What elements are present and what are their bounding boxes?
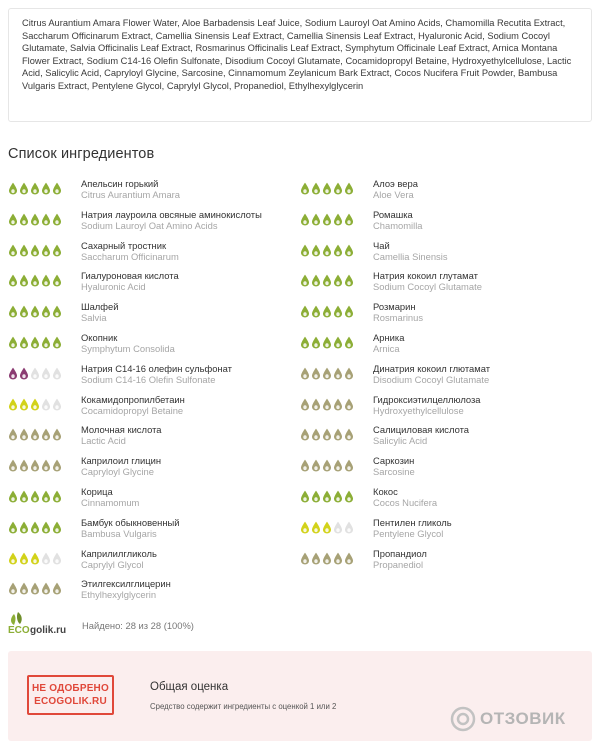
- ingredient-name-ru[interactable]: Салициловая кислота: [373, 424, 469, 436]
- ingredient-names: [81, 332, 175, 354]
- drop-filled-icon: [311, 459, 321, 472]
- ingredient-name-latin: Rosmarinus: [373, 312, 424, 324]
- ingredient-item[interactable]: [300, 332, 585, 360]
- ingredient-names: [373, 240, 448, 262]
- ingredient-item[interactable]: [300, 455, 585, 483]
- found-count: Найдено: 28 из 28 (100%): [82, 620, 194, 631]
- ingredient-name-latin: Sarcosine: [373, 466, 415, 478]
- drop-filled-icon: [322, 213, 332, 226]
- drop-filled-icon: [344, 459, 354, 472]
- watermark-text: ОТЗОВИК: [480, 709, 566, 728]
- drop-filled-icon: [300, 459, 310, 472]
- drop-filled-icon: [19, 213, 29, 226]
- ingredient-name-ru[interactable]: Арника: [373, 332, 405, 343]
- drop-filled-icon: [333, 336, 343, 349]
- ingredient-names: [373, 270, 482, 292]
- drop-filled-icon: [41, 459, 51, 472]
- drop-filled-icon: [30, 274, 40, 287]
- drop-filled-icon: [322, 552, 332, 565]
- drop-filled-icon: [344, 213, 354, 226]
- ingredient-item[interactable]: [300, 363, 585, 391]
- drop-filled-icon: [8, 428, 18, 441]
- ingredient-name-ru[interactable]: Кокос: [373, 486, 398, 497]
- drop-filled-icon: [300, 521, 310, 534]
- drop-filled-icon: [322, 459, 332, 472]
- ingredient-names: [373, 455, 415, 477]
- found-row: [8, 611, 308, 637]
- section-title: Список ингредиентов: [8, 146, 155, 162]
- ingredient-name-latin: Ethylhexylglycerin: [81, 589, 157, 601]
- ingredient-name-ru[interactable]: Ромашка: [373, 208, 413, 220]
- drop-filled-icon: [322, 521, 332, 534]
- ingredient-names: [373, 548, 427, 570]
- ingredient-item[interactable]: [8, 301, 293, 329]
- ingredient-name-ru[interactable]: Этилгексилглицерин: [81, 578, 171, 590]
- ingredient-name-ru[interactable]: Апельсин горький: [81, 178, 159, 189]
- ingredient-name-ru[interactable]: Гидроксиэтилцеллюлоза: [373, 393, 481, 405]
- drop-filled-icon: [322, 367, 332, 380]
- ingredient-name-ru[interactable]: Корица: [81, 486, 113, 497]
- drop-filled-icon: [52, 490, 62, 503]
- ingredient-names: [81, 270, 179, 292]
- ingredient-item[interactable]: [300, 394, 585, 422]
- drop-filled-icon: [333, 490, 343, 503]
- safety-rating: [300, 305, 354, 318]
- ingredient-names: [81, 301, 118, 323]
- drop-filled-icon: [19, 521, 29, 534]
- drop-filled-icon: [311, 336, 321, 349]
- drop-filled-icon: [30, 244, 40, 257]
- drop-filled-icon: [322, 244, 332, 257]
- safety-rating: [8, 428, 62, 441]
- drop-filled-icon: [311, 367, 321, 380]
- ingredient-name-latin: Hydroxyethylcellulose: [373, 404, 464, 416]
- drop-filled-icon: [300, 398, 310, 411]
- ingredient-name-latin: Cinnamomum: [81, 497, 140, 508]
- ingredient-name-latin: Salicylic Acid: [373, 435, 428, 447]
- drop-filled-icon: [52, 459, 62, 472]
- safety-rating: [300, 367, 354, 380]
- ingredient-names: [81, 240, 179, 262]
- ingredient-names: [373, 209, 423, 231]
- safety-rating: [300, 521, 354, 534]
- drop-filled-icon: [344, 274, 354, 287]
- drop-filled-icon: [311, 521, 321, 534]
- drop-filled-icon: [52, 244, 62, 257]
- ingredient-name-ru[interactable]: Алоэ вера: [373, 178, 418, 189]
- ingredient-names: [81, 424, 161, 446]
- ingredient-names: [373, 301, 423, 323]
- ingredient-item[interactable]: [8, 332, 293, 360]
- ingredient-name-ru[interactable]: Каприлоил глицин: [81, 455, 162, 467]
- drop-empty-icon: [333, 521, 343, 534]
- composition-text: Citrus Aurantium Amara Flower Water, Aloe Barbadensis Leaf Juice, Sodium Lauroyl Oat Amino Acids, Chamomilla Recutita Extract, Saccharum Officinarum Extract, Camellia Sinensis Leaf Extract, Camellia Sinensis Leaf Extract, Hyaluronic Acid, Sodium Cocoyl Glutamate, Salvia Officinalis Leaf Extract, Rosmarinus Officinalis Leaf Extract, Symphytum Officinale Leaf Extract, Arnica Montana Flower Extract, Sodium C14-16 Olefin Sulfonate, Disodium Cocoyl Glutamate, Cocamidopropyl Betaine, Hydroxyethylcellulose, Lactic Acid, Salicylic Acid, Capryloyl Glycine, Sarcosine, Cinnamomum Zeylanicum Bark Extract, Cocos Nucifera Fruit Powder, Bambusa Vulgaris Extract, Pentylene Glycol, Caprylyl Glycol, Propanediol, Ethylhexylglycerin: [22, 18, 572, 91]
- ingredient-names: [373, 332, 404, 354]
- ingredient-names: [81, 548, 157, 570]
- score-title: Общая оценка: [150, 681, 229, 693]
- drop-empty-icon: [52, 552, 62, 565]
- safety-rating: [8, 552, 62, 565]
- drop-filled-icon: [300, 552, 310, 565]
- drop-filled-icon: [344, 367, 354, 380]
- ingredient-name-ru[interactable]: Молочная кислота: [81, 424, 162, 436]
- ingredient-name-latin: Citrus Aurantium Amara: [81, 189, 180, 200]
- ingredient-name-latin: Capryloyl Glycine: [81, 466, 154, 478]
- ingredient-name-ru[interactable]: Сахарный тростник: [81, 239, 167, 251]
- ingredient-name-ru[interactable]: Окопник: [81, 332, 118, 343]
- ingredient-item[interactable]: [300, 209, 585, 237]
- ingredient-item[interactable]: [300, 178, 585, 206]
- ingredient-names: [81, 209, 262, 231]
- drop-filled-icon: [333, 398, 343, 411]
- drop-filled-icon: [19, 398, 29, 411]
- ingredient-names: [81, 178, 180, 200]
- ingredient-item[interactable]: [300, 424, 585, 452]
- drop-filled-icon: [30, 182, 40, 195]
- drop-filled-icon: [300, 213, 310, 226]
- drop-empty-icon: [30, 367, 40, 380]
- ingredient-name-latin: Chamomilla: [373, 219, 423, 231]
- ingredient-name-ru[interactable]: Каприлилгликоль: [81, 547, 157, 559]
- ingredient-name-latin: Cocamidopropyl Betaine: [81, 404, 184, 416]
- drop-filled-icon: [41, 213, 51, 226]
- safety-rating: [300, 336, 354, 349]
- drop-filled-icon: [300, 274, 310, 287]
- drop-filled-icon: [333, 428, 343, 441]
- safety-rating: [300, 490, 354, 503]
- drop-filled-icon: [41, 521, 51, 534]
- drop-filled-icon: [8, 582, 18, 595]
- safety-rating: [300, 552, 354, 565]
- ingredient-list: [0, 178, 600, 608]
- ingredient-name-ru[interactable]: Пропандиол: [373, 547, 427, 559]
- safety-rating: [8, 398, 62, 411]
- ingredient-name-ru[interactable]: Натрия лауроила овсяные аминокислоты: [81, 208, 262, 220]
- drop-filled-icon: [30, 213, 40, 226]
- composition-box: [8, 8, 592, 122]
- drop-filled-icon: [333, 182, 343, 195]
- score-description: Средство содержит ингредиенты с оценкой 1 или 2: [150, 702, 337, 711]
- ingredient-names: [81, 578, 171, 600]
- ingredient-names: [81, 455, 161, 477]
- drop-filled-icon: [52, 582, 62, 595]
- ingredient-names: [373, 486, 437, 508]
- safety-rating: [8, 305, 62, 318]
- drop-filled-icon: [8, 182, 18, 195]
- drop-filled-icon: [19, 428, 29, 441]
- safety-rating: [8, 521, 62, 534]
- drop-filled-icon: [19, 182, 29, 195]
- ingredient-item[interactable]: [8, 240, 293, 268]
- ingredient-name-latin: Symphytum Consolida: [81, 343, 175, 354]
- ingredient-name-latin: Sodium Cocoyl Glutamate: [373, 281, 482, 293]
- ingredient-item[interactable]: [8, 394, 293, 422]
- drop-filled-icon: [8, 336, 18, 349]
- drop-filled-icon: [8, 552, 18, 565]
- drop-filled-icon: [8, 490, 18, 503]
- drop-filled-icon: [19, 552, 29, 565]
- ingredient-names: [81, 394, 185, 416]
- drop-filled-icon: [30, 490, 40, 503]
- ecogolik-logo[interactable]: [8, 611, 72, 637]
- ingredient-name-ru[interactable]: Натрия кокоил глутамат: [373, 270, 478, 282]
- drop-filled-icon: [19, 244, 29, 257]
- ingredient-item[interactable]: [300, 270, 585, 298]
- ingredient-name-ru[interactable]: Гиалуроновая кислота: [81, 270, 179, 282]
- drop-filled-icon: [300, 428, 310, 441]
- drop-filled-icon: [8, 521, 18, 534]
- drop-filled-icon: [52, 336, 62, 349]
- safety-rating: [300, 459, 354, 472]
- ingredient-names: [373, 424, 469, 446]
- ingredient-name-latin: Sodium Lauroyl Oat Amino Acids: [81, 219, 218, 231]
- drop-filled-icon: [322, 336, 332, 349]
- ingredient-name-latin: Propanediol: [373, 558, 424, 570]
- drop-empty-icon: [52, 398, 62, 411]
- drop-filled-icon: [344, 428, 354, 441]
- safety-rating: [8, 336, 62, 349]
- ingredient-name-latin: Pentylene Glycol: [373, 527, 444, 539]
- drop-filled-icon: [30, 305, 40, 318]
- drop-filled-icon: [8, 305, 18, 318]
- safety-rating: [8, 459, 62, 472]
- ingredient-name-ru[interactable]: Саркозин: [373, 455, 415, 467]
- drop-filled-icon: [344, 552, 354, 565]
- drop-filled-icon: [19, 582, 29, 595]
- ingredient-names: [81, 363, 232, 385]
- ingredient-item[interactable]: [8, 178, 293, 206]
- drop-filled-icon: [30, 336, 40, 349]
- otzovik-watermark: [450, 706, 598, 732]
- ingredient-item[interactable]: [8, 486, 293, 514]
- drop-filled-icon: [344, 398, 354, 411]
- ingredient-name-latin: Camellia Sinensis: [373, 250, 448, 262]
- safety-rating: [300, 213, 354, 226]
- drop-filled-icon: [41, 490, 51, 503]
- safety-rating: [8, 274, 62, 287]
- drop-filled-icon: [300, 336, 310, 349]
- safety-rating: [300, 182, 354, 195]
- ingredient-name-ru[interactable]: Розмарин: [373, 301, 416, 313]
- ingredient-name-ru[interactable]: Бамбук обыкновенный: [81, 516, 180, 528]
- drop-filled-icon: [41, 336, 51, 349]
- drop-empty-icon: [41, 367, 51, 380]
- ingredient-name-latin: Hyaluronic Acid: [81, 281, 146, 293]
- logo-rest-text: golik.ru: [30, 625, 67, 636]
- ingredient-item[interactable]: [8, 424, 293, 452]
- drop-filled-icon: [30, 428, 40, 441]
- ingredient-item[interactable]: [8, 578, 293, 606]
- drop-filled-icon: [333, 274, 343, 287]
- ingredient-names: [81, 486, 139, 508]
- ingredient-item[interactable]: [8, 548, 293, 576]
- not-approved-stamp: [27, 675, 114, 715]
- drop-filled-icon: [30, 459, 40, 472]
- drop-filled-icon: [300, 367, 310, 380]
- drop-filled-icon: [333, 552, 343, 565]
- drop-filled-icon: [52, 213, 62, 226]
- safety-rating: [8, 367, 62, 380]
- drop-filled-icon: [19, 367, 29, 380]
- ingredient-item[interactable]: [300, 486, 585, 514]
- ingredient-names: [373, 394, 481, 416]
- drop-filled-icon: [52, 274, 62, 287]
- drop-filled-icon: [41, 182, 51, 195]
- drop-filled-icon: [322, 274, 332, 287]
- drop-filled-icon: [322, 398, 332, 411]
- drop-empty-icon: [344, 521, 354, 534]
- ingredient-names: [373, 178, 418, 200]
- drop-filled-icon: [8, 213, 18, 226]
- drop-filled-icon: [322, 490, 332, 503]
- drop-filled-icon: [344, 490, 354, 503]
- drop-filled-icon: [311, 552, 321, 565]
- drop-filled-icon: [300, 244, 310, 257]
- drop-filled-icon: [19, 274, 29, 287]
- drop-filled-icon: [41, 428, 51, 441]
- drop-filled-icon: [311, 182, 321, 195]
- drop-filled-icon: [311, 398, 321, 411]
- drop-filled-icon: [19, 490, 29, 503]
- otzovik-logo-icon: [450, 706, 476, 732]
- drop-filled-icon: [311, 490, 321, 503]
- ingredient-name-latin: Disodium Cocoyl Glutamate: [373, 373, 490, 385]
- ingredient-name-latin: Lactic Acid: [81, 435, 126, 447]
- logo-eco-text: ECO: [8, 625, 30, 636]
- drop-filled-icon: [19, 305, 29, 318]
- drop-filled-icon: [300, 490, 310, 503]
- drop-filled-icon: [19, 459, 29, 472]
- drop-filled-icon: [311, 274, 321, 287]
- ingredient-names: [373, 363, 490, 385]
- drop-filled-icon: [344, 336, 354, 349]
- ingredient-name-latin: Caprylyl Glycol: [81, 558, 144, 570]
- drop-filled-icon: [333, 305, 343, 318]
- ingredient-name-latin: Bambusa Vulgaris: [81, 527, 157, 539]
- drop-filled-icon: [333, 459, 343, 472]
- drop-filled-icon: [30, 582, 40, 595]
- drop-filled-icon: [333, 244, 343, 257]
- ingredient-name-latin: Sodium C14-16 Olefin Sulfonate: [81, 373, 216, 385]
- ingredient-item[interactable]: [8, 455, 293, 483]
- safety-rating: [300, 274, 354, 287]
- drop-filled-icon: [322, 305, 332, 318]
- drop-filled-icon: [8, 274, 18, 287]
- ingredient-name-ru[interactable]: Динатрия кокоил глютамат: [373, 362, 491, 374]
- ingredient-name-latin: Cocos Nucifera: [373, 497, 438, 508]
- ingredient-names: [373, 517, 452, 539]
- drop-filled-icon: [322, 182, 332, 195]
- ingredient-item[interactable]: [300, 517, 585, 545]
- stamp-line-1: НЕ ОДОБРЕНО: [32, 683, 109, 694]
- drop-filled-icon: [333, 367, 343, 380]
- ingredient-name-ru[interactable]: Чай: [373, 239, 390, 251]
- drop-filled-icon: [311, 213, 321, 226]
- ingredient-name-ru[interactable]: Пентилен гликоль: [373, 516, 452, 528]
- ingredient-item[interactable]: [8, 209, 293, 237]
- ingredient-item[interactable]: [8, 270, 293, 298]
- drop-empty-icon: [52, 367, 62, 380]
- ingredient-item[interactable]: [8, 363, 293, 391]
- drop-filled-icon: [344, 305, 354, 318]
- ingredient-name-ru[interactable]: Натрия С14-16 олефин сульфонат: [81, 362, 232, 374]
- drop-filled-icon: [333, 213, 343, 226]
- safety-rating: [8, 490, 62, 503]
- drop-filled-icon: [41, 305, 51, 318]
- drop-filled-icon: [300, 305, 310, 318]
- safety-rating: [8, 244, 62, 257]
- drop-filled-icon: [41, 274, 51, 287]
- drop-filled-icon: [30, 398, 40, 411]
- safety-rating: [300, 398, 354, 411]
- ingredient-name-latin: Aloe Vera: [373, 189, 414, 200]
- drop-filled-icon: [19, 336, 29, 349]
- ingredient-names: [81, 517, 180, 539]
- ingredient-name-latin: Saccharum Officinarum: [81, 250, 179, 262]
- drop-filled-icon: [41, 582, 51, 595]
- ingredient-item[interactable]: [8, 517, 293, 545]
- drop-empty-icon: [41, 552, 51, 565]
- safety-rating: [8, 213, 62, 226]
- drop-filled-icon: [344, 182, 354, 195]
- drop-filled-icon: [52, 182, 62, 195]
- drop-filled-icon: [52, 428, 62, 441]
- drop-filled-icon: [30, 552, 40, 565]
- ingredient-item[interactable]: [300, 301, 585, 329]
- drop-filled-icon: [8, 244, 18, 257]
- ingredient-name-latin: Salvia: [81, 312, 107, 324]
- drop-filled-icon: [322, 428, 332, 441]
- drop-filled-icon: [344, 244, 354, 257]
- drop-filled-icon: [52, 521, 62, 534]
- drop-filled-icon: [300, 182, 310, 195]
- ingredient-name-latin: Arnica: [373, 343, 400, 354]
- ingredient-name-ru[interactable]: Шалфей: [81, 301, 119, 313]
- drop-filled-icon: [8, 367, 18, 380]
- safety-rating: [300, 244, 354, 257]
- stamp-line-2: ECOGOLIK.RU: [34, 696, 107, 707]
- safety-rating: [8, 182, 62, 195]
- drop-filled-icon: [8, 459, 18, 472]
- drop-filled-icon: [311, 428, 321, 441]
- drop-filled-icon: [41, 244, 51, 257]
- ingredient-item[interactable]: [300, 240, 585, 268]
- ingredient-item[interactable]: [300, 548, 585, 576]
- drop-filled-icon: [30, 521, 40, 534]
- safety-rating: [300, 428, 354, 441]
- drop-empty-icon: [41, 398, 51, 411]
- drop-filled-icon: [52, 305, 62, 318]
- safety-rating: [8, 582, 62, 595]
- drop-filled-icon: [311, 244, 321, 257]
- ingredient-name-ru[interactable]: Кокамидопропилбетаин: [81, 393, 185, 405]
- drop-filled-icon: [311, 305, 321, 318]
- drop-filled-icon: [8, 398, 18, 411]
